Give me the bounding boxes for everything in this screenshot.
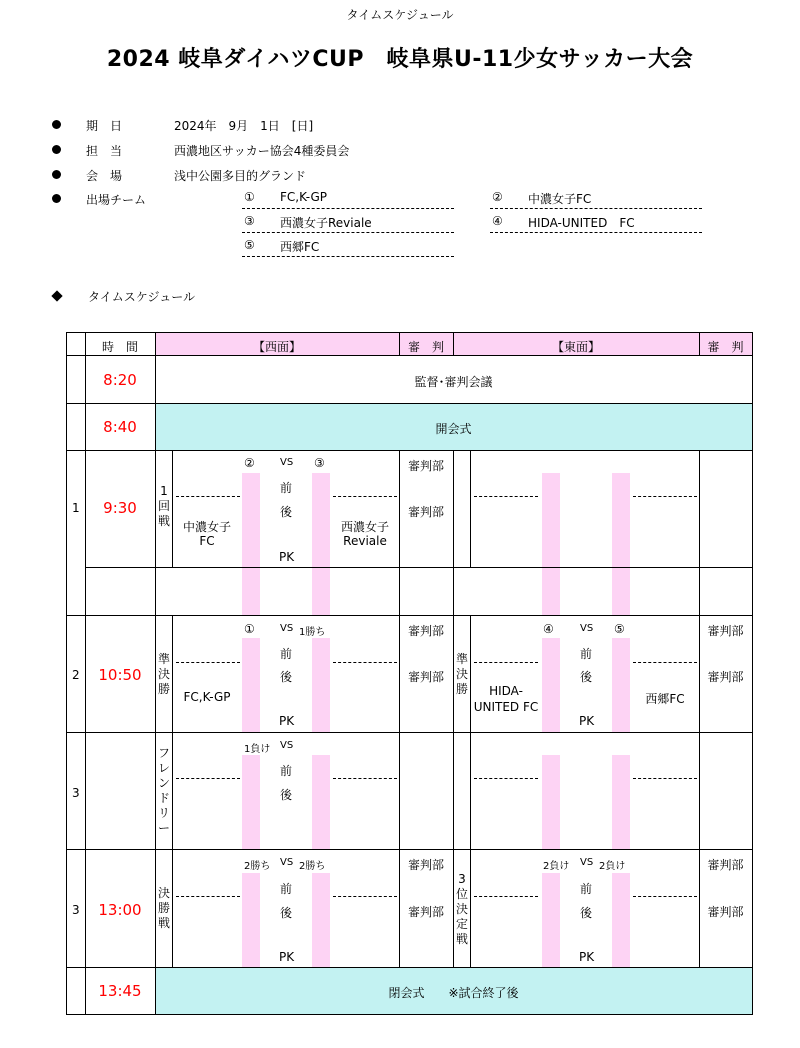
event-text: 開会式 bbox=[435, 422, 472, 436]
match-column bbox=[312, 473, 330, 615]
bullet-icon bbox=[52, 120, 61, 129]
grid-line bbox=[66, 332, 753, 333]
grid-line bbox=[66, 355, 753, 356]
bracket-line bbox=[633, 896, 697, 897]
match-left-seed: 2勝ち bbox=[244, 861, 271, 872]
match-left-seed: 1負け bbox=[244, 744, 271, 755]
grid-line bbox=[470, 450, 471, 567]
bracket-line bbox=[333, 896, 397, 897]
grid-line bbox=[85, 567, 753, 568]
match-column bbox=[312, 638, 330, 732]
page-title: 2024 岐阜ダイハツCUP 岐阜県U-11少女サッカー大会 bbox=[106, 47, 694, 72]
team-name: HIDA- bbox=[489, 684, 523, 698]
referee-cell: 審判部 bbox=[407, 670, 444, 684]
event-text: 監督･審判会議 bbox=[414, 375, 493, 389]
match-column bbox=[242, 638, 260, 732]
match-left-seed: ④ bbox=[543, 622, 554, 636]
grid-line bbox=[470, 615, 471, 967]
team-name: Reviale bbox=[343, 534, 387, 548]
grid-line bbox=[66, 403, 753, 404]
team-name: FC,K-GP bbox=[183, 690, 231, 704]
match-left-seed: 2負け bbox=[543, 861, 570, 872]
info-value: 2024年 9月 1日 [日] bbox=[174, 119, 314, 133]
match-column bbox=[242, 473, 260, 615]
team-name: 西郷FC bbox=[645, 692, 685, 706]
round-label: フレンドリー bbox=[157, 746, 170, 835]
round-label: 準決勝 bbox=[455, 652, 468, 696]
info-value: 浅中公園多目的グランド bbox=[174, 169, 307, 183]
bracket-line bbox=[474, 896, 538, 897]
diamond-icon bbox=[51, 290, 62, 301]
referee-cell: 審判部 bbox=[407, 905, 444, 919]
match-left-seed: ② bbox=[244, 456, 255, 470]
referee-cell: 審判部 bbox=[407, 858, 444, 872]
half-first: 前 bbox=[280, 647, 293, 661]
bracket-line bbox=[474, 662, 538, 663]
row-number: 3 bbox=[72, 903, 80, 917]
bullet-icon bbox=[52, 170, 61, 179]
bracket-line bbox=[474, 778, 538, 779]
grid-line bbox=[66, 849, 753, 850]
info-label: 期 日 bbox=[86, 119, 123, 133]
bracket-line bbox=[633, 496, 697, 497]
pk-label: PK bbox=[279, 714, 295, 728]
referee-cell: 審判部 bbox=[707, 624, 744, 638]
event-text: 閉会式 ※試合終了後 bbox=[388, 986, 519, 1000]
pk-label: PK bbox=[279, 550, 295, 564]
match-column bbox=[612, 755, 630, 849]
pk-label: PK bbox=[579, 714, 595, 728]
grid-line bbox=[66, 450, 753, 451]
half-second: 後 bbox=[280, 505, 293, 519]
match-column bbox=[612, 873, 630, 967]
half-first: 前 bbox=[580, 647, 593, 661]
referee-cell: 審判部 bbox=[407, 505, 444, 519]
time-cell: 8:20 bbox=[103, 371, 137, 389]
team-entry: ⑤ 西郷FC bbox=[242, 238, 454, 257]
vs-label: VS bbox=[580, 623, 594, 634]
bracket-line bbox=[176, 778, 240, 779]
match-column bbox=[542, 638, 560, 732]
half-second: 後 bbox=[280, 788, 293, 802]
bracket-line bbox=[176, 896, 240, 897]
half-first: 前 bbox=[280, 481, 293, 495]
team-name: 中濃女子 bbox=[182, 520, 231, 534]
grid-line bbox=[66, 332, 67, 1015]
round-label: 決勝戦 bbox=[157, 886, 170, 930]
team-name: UNITED FC bbox=[473, 700, 539, 714]
vs-label: VS bbox=[280, 740, 294, 751]
grid-line bbox=[66, 732, 753, 733]
match-right-seed: 2負け bbox=[599, 861, 626, 872]
pk-label: PK bbox=[579, 950, 595, 964]
row-number: 2 bbox=[72, 668, 80, 682]
team-name: 西濃女子 bbox=[340, 520, 389, 534]
grid-line bbox=[399, 450, 400, 967]
half-second: 後 bbox=[280, 670, 293, 684]
referee-cell: 審判部 bbox=[407, 459, 444, 473]
bracket-line bbox=[176, 662, 240, 663]
half-first: 前 bbox=[280, 882, 293, 896]
match-right-seed: ③ bbox=[314, 456, 325, 470]
row-number: 1 bbox=[72, 501, 80, 515]
bracket-line bbox=[333, 496, 397, 497]
vs-label: VS bbox=[280, 623, 294, 634]
grid-line bbox=[66, 1014, 753, 1015]
bracket-line bbox=[633, 662, 697, 663]
time-cell: 9:30 bbox=[103, 499, 137, 517]
header-time: 時 間 bbox=[101, 340, 138, 354]
half-second: 後 bbox=[280, 906, 293, 920]
match-left-seed: ① bbox=[244, 622, 255, 636]
pk-label: PK bbox=[279, 950, 295, 964]
round-label: 準決勝 bbox=[157, 652, 170, 696]
referee-cell: 審判部 bbox=[707, 905, 744, 919]
team-entry: ① FC,K-GP bbox=[242, 190, 454, 209]
grid-line bbox=[752, 332, 753, 1015]
grid-line bbox=[453, 450, 454, 967]
match-column bbox=[242, 873, 260, 967]
vs-label: VS bbox=[280, 857, 294, 868]
match-column bbox=[312, 873, 330, 967]
vs-label: VS bbox=[280, 457, 294, 468]
half-second: 後 bbox=[580, 906, 593, 920]
document-label: タイムスケジュール bbox=[346, 8, 454, 22]
header-referee: 審 判 bbox=[707, 340, 744, 354]
match-column bbox=[542, 755, 560, 849]
grid-line bbox=[172, 450, 173, 567]
match-right-seed: 2勝ち bbox=[299, 861, 326, 872]
time-cell: 13:00 bbox=[98, 901, 142, 919]
info-label: 担 当 bbox=[86, 144, 123, 158]
time-cell: 13:45 bbox=[98, 982, 142, 1000]
match-column bbox=[542, 473, 560, 615]
info-label: 会 場 bbox=[86, 169, 123, 183]
info-value: 西濃地区サッカー協会4種委員会 bbox=[174, 144, 350, 158]
bracket-line bbox=[474, 496, 538, 497]
referee-cell: 審判部 bbox=[707, 670, 744, 684]
row-number: 3 bbox=[72, 786, 80, 800]
header-east: 【東面】 bbox=[551, 340, 600, 354]
match-right-seed: ⑤ bbox=[614, 622, 625, 636]
grid-line bbox=[66, 615, 753, 616]
half-second: 後 bbox=[580, 670, 593, 684]
match-right-seed: 1勝ち bbox=[299, 627, 326, 638]
vs-label: VS bbox=[580, 857, 594, 868]
match-column bbox=[612, 473, 630, 615]
round-label: 1回戦 bbox=[157, 484, 170, 528]
half-first: 前 bbox=[280, 764, 293, 778]
referee-cell: 審判部 bbox=[407, 624, 444, 638]
header-referee: 審 判 bbox=[407, 340, 444, 354]
team-entry: ④ HIDA-UNITED FC bbox=[490, 214, 702, 233]
grid-line bbox=[172, 615, 173, 967]
schedule-heading: タイムスケジュール bbox=[88, 290, 196, 304]
bullet-icon bbox=[52, 145, 61, 154]
match-column bbox=[612, 638, 630, 732]
info-label: 出場チーム bbox=[86, 193, 147, 207]
grid-line bbox=[699, 450, 700, 967]
referee-cell: 審判部 bbox=[707, 858, 744, 872]
half-first: 前 bbox=[580, 882, 593, 896]
match-column bbox=[242, 755, 260, 849]
match-column bbox=[312, 755, 330, 849]
bracket-line bbox=[176, 496, 240, 497]
bracket-line bbox=[333, 662, 397, 663]
grid-line bbox=[66, 967, 753, 968]
header-west: 【西面】 bbox=[252, 340, 301, 354]
team-entry: ③ 西濃女子Reviale bbox=[242, 214, 454, 233]
bracket-line bbox=[333, 778, 397, 779]
team-name: FC bbox=[199, 534, 215, 548]
time-cell: 8:40 bbox=[103, 418, 137, 436]
round-label: 3位決定戦 bbox=[455, 872, 468, 946]
bracket-line bbox=[633, 778, 697, 779]
time-cell: 10:50 bbox=[98, 666, 142, 684]
bullet-icon bbox=[52, 194, 61, 203]
match-column bbox=[542, 873, 560, 967]
team-entry: ② 中濃女子FC bbox=[490, 190, 702, 209]
